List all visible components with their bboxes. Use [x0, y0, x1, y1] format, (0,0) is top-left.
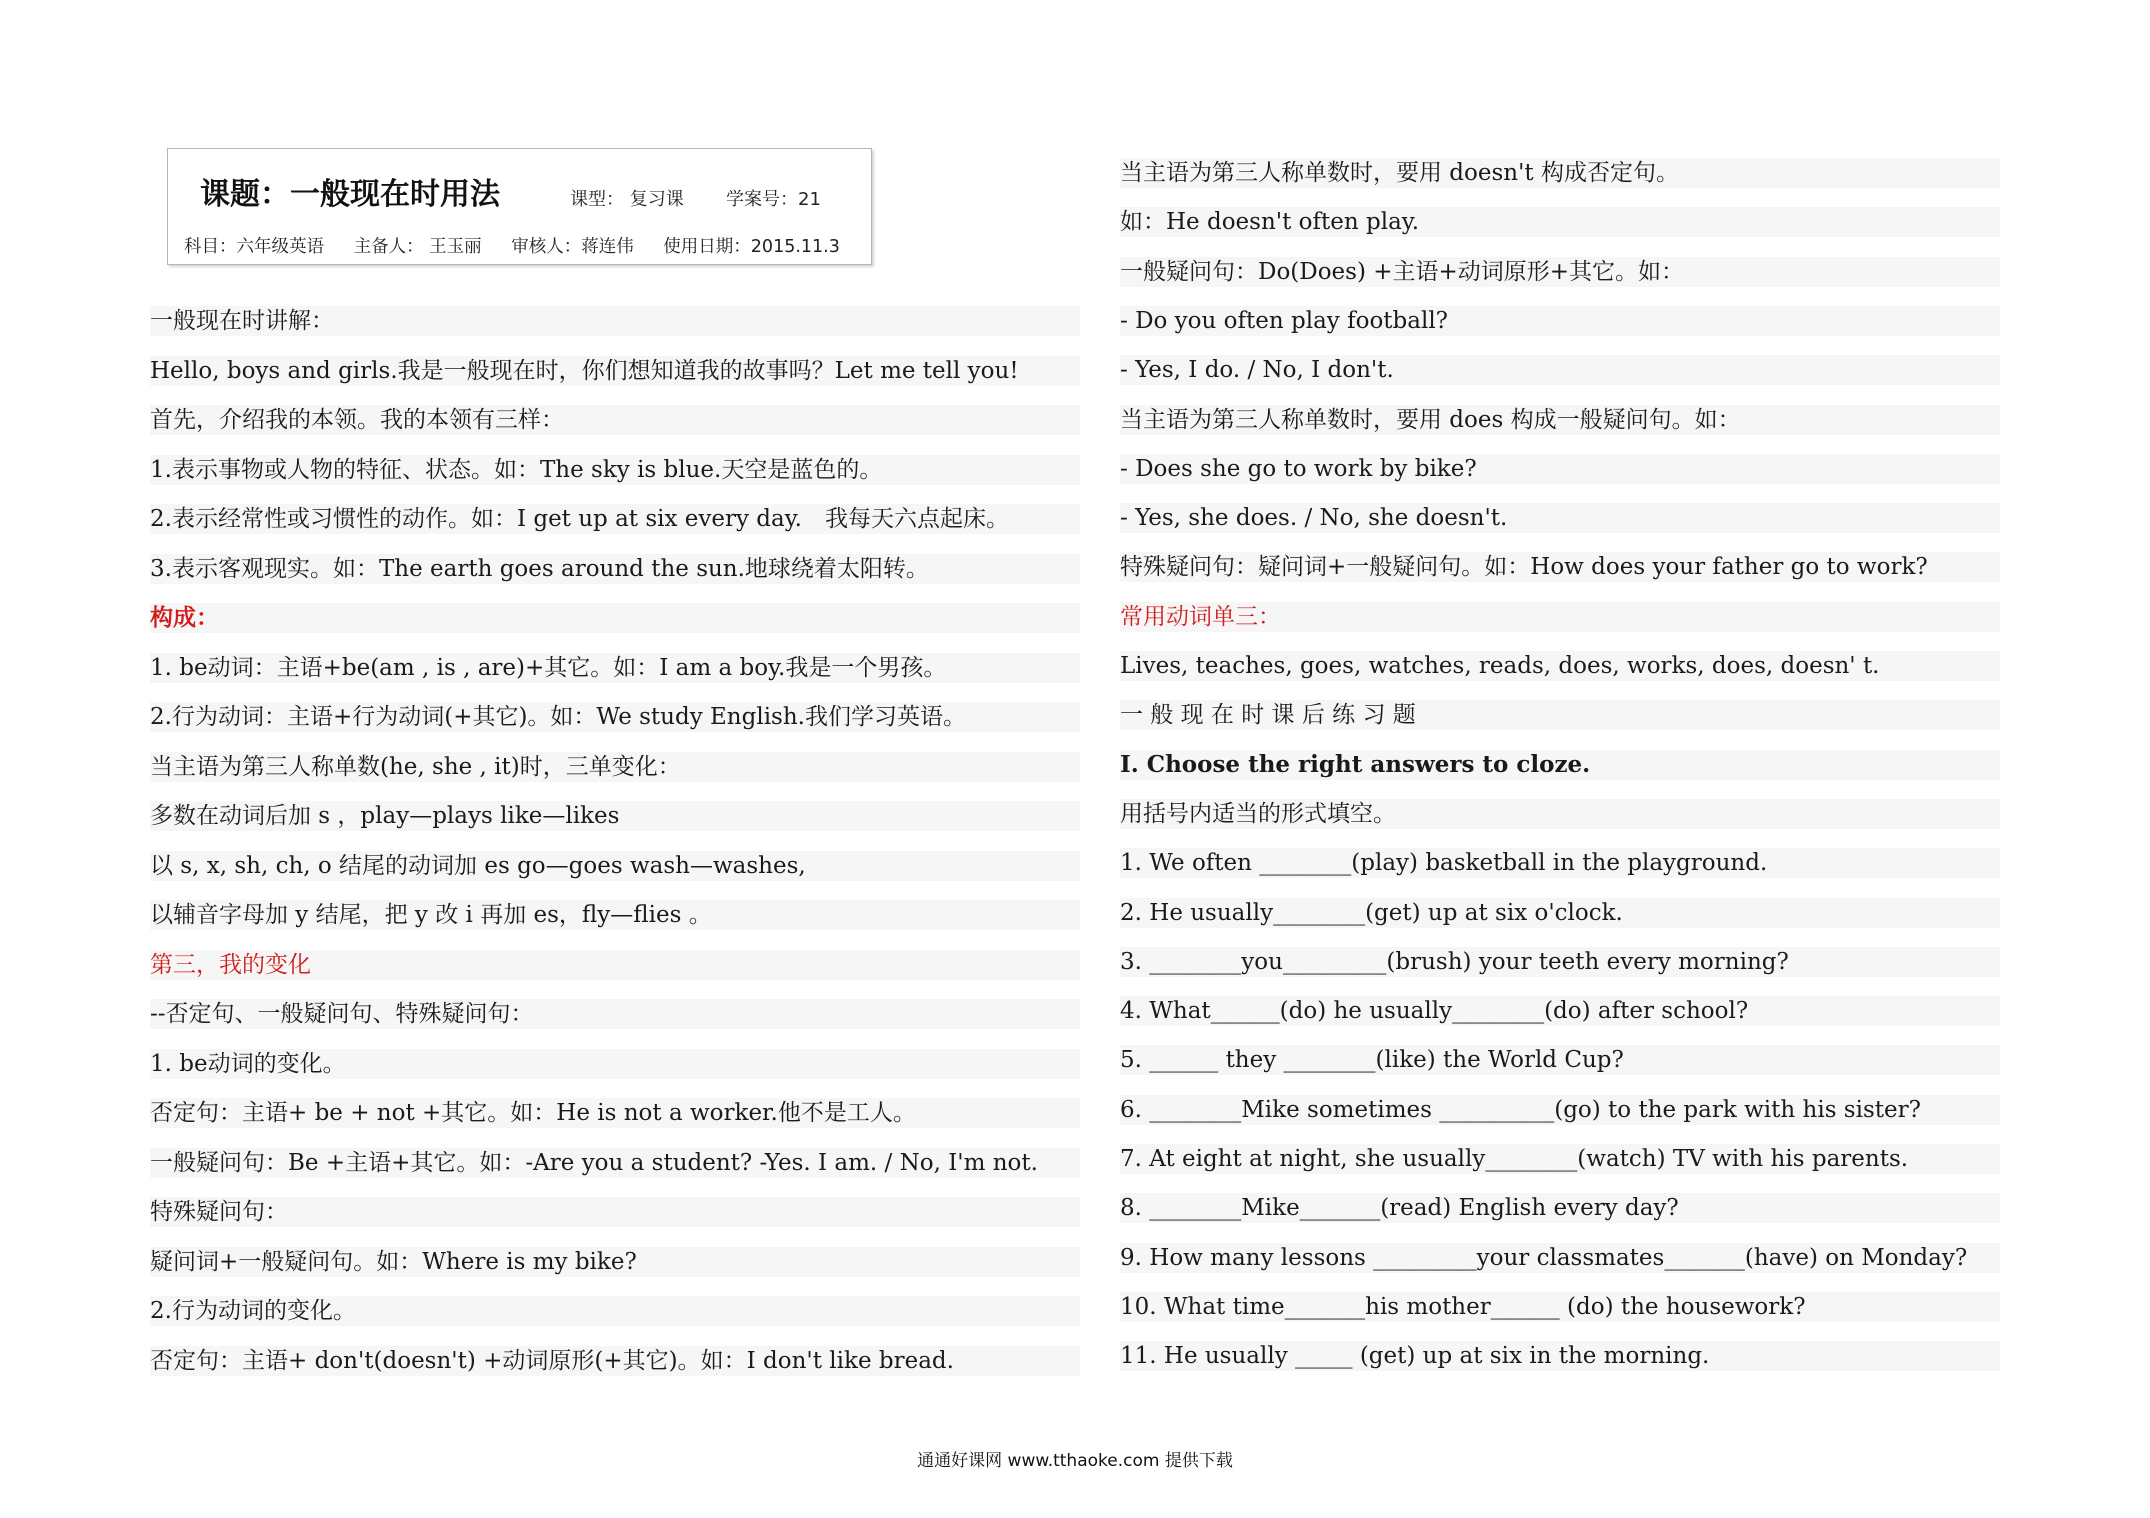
plan-number: 学案号：21 [726, 189, 821, 210]
left-text-line: Hello, boys and girls.我是一般现在时，你们想知道我的故事吗？Let me tell you! [150, 356, 1080, 386]
right-text-line: 11. He usually _____ (get) up at six in the morning. [1120, 1341, 2000, 1371]
left-text-line: --否定句、一般疑问句、特殊疑问句： [150, 999, 1080, 1029]
right-text-line: 常用动词单三： [1120, 602, 2000, 632]
reviewer: 审核人：蒋连伟 [511, 237, 634, 257]
left-text-line: 1. be动词的变化。 [150, 1049, 1080, 1079]
right-text-line: I. Choose the right answers to cloze. [1120, 750, 2000, 780]
left-text-line: 多数在动词后加 s ，play—plays like—likes [150, 801, 1080, 831]
left-text-line: 特殊疑问句： [150, 1197, 1080, 1227]
right-text-line: 5. ______ they ________(like) the World Cup? [1120, 1045, 2000, 1075]
right-text-line: 1. We often ________(play) basketball in the playground. [1120, 848, 2000, 878]
lesson-meta [184, 233, 864, 258]
preparer: 主备人： 王玉丽 [353, 237, 482, 257]
right-text-line: - Yes, I do. / No, I don't. [1120, 355, 2000, 385]
left-text-line: 3.表示客观现实。如：The earth goes around the sun.地球绕着太阳转。 [150, 554, 1080, 584]
right-text-line: 9. How many lessons _________your classmates_______(have) on Monday? [1120, 1243, 2000, 1273]
left-text-line: 疑问词+一般疑问句。如：Where is my bike? [150, 1247, 1080, 1277]
right-text-line: Lives, teaches, goes, watches, reads, does, works, does, doesn' t. [1120, 651, 2000, 681]
lesson-type: 课型： 复习课 [570, 189, 684, 210]
right-text-line: 当主语为第三人称单数时，要用 doesn't 构成否定句。 [1120, 158, 2000, 188]
left-text-line: 一般疑问句：Be +主语+其它。如：-Are you a student? -Yes. I am. / No, I'm not. [150, 1148, 1080, 1178]
right-text-line: 8. ________Mike_______(read) English every day? [1120, 1193, 2000, 1223]
left-text-line: 2.行为动词：主语+行为动词(+其它)。如：We study English.我们学习英语。 [150, 702, 1080, 732]
right-text-line: 3. ________you_________(brush) your teeth every morning? [1120, 947, 2000, 977]
footer-credit: 通通好课网 www.tthaoke.com 提供下载 [917, 1451, 1233, 1471]
left-text-line: 否定句：主语+ be + not +其它。如：He is not a worker.他不是工人。 [150, 1098, 1080, 1128]
right-text-line: - Does she go to work by bike? [1120, 454, 2000, 484]
subject: 科目：六年级英语 [184, 237, 324, 257]
right-text-line: 用括号内适当的形式填空。 [1120, 799, 2000, 829]
right-text-line: 4. What______(do) he usually________(do) after school? [1120, 996, 2000, 1026]
left-text-line: 以 s, x, sh, ch, o 结尾的动词加 es go—goes wash—washes, [150, 851, 1080, 881]
left-text-line: 构成： [150, 603, 1080, 633]
right-text-line: 特殊疑问句：疑问词+一般疑问句。如：How does your father go to work? [1120, 552, 2000, 582]
left-text-line: 一般现在时讲解： [150, 306, 1080, 336]
right-text-line: 如：He doesn't often play. [1120, 207, 2000, 237]
right-text-line: 10. What time_______his mother______ (do) the housework? [1120, 1292, 2000, 1322]
usage-date: 使用日期：2015.11.3 [663, 237, 840, 257]
left-text-line: 否定句：主语+ don't(doesn't) +动词原形(+其它)。如：I don't like bread. [150, 1346, 1080, 1376]
right-text-line: 当主语为第三人称单数时，要用 does 构成一般疑问句。如： [1120, 405, 2000, 435]
right-text-line: 一 般 现 在 时 课 后 练 习 题 [1120, 700, 2000, 730]
right-text-line: - Yes, she does. / No, she doesn't. [1120, 503, 2000, 533]
left-text-line: 以辅音字母加 y 结尾，把 y 改 i 再加 es，fly—flies 。 [150, 900, 1080, 930]
left-text-line: 首先，介绍我的本领。我的本领有三样： [150, 405, 1080, 435]
left-text-line: 当主语为第三人称单数(he, she , it)时，三单变化： [150, 752, 1080, 782]
right-text-line: - Do you often play football? [1120, 306, 2000, 336]
left-text-line: 1. be动词：主语+be(am , is , are)+其它。如：I am a boy.我是一个男孩。 [150, 653, 1080, 683]
left-text-line: 2.表示经常性或习惯性的动作。如：I get up at six every day. 我每天六点起床。 [150, 504, 1080, 534]
right-text-line: 7. At eight at night, she usually________(watch) TV with his parents. [1120, 1144, 2000, 1174]
left-text-line: 1.表示事物或人物的特征、状态。如：The sky is blue.天空是蓝色的。 [150, 455, 1080, 485]
lesson-title: 课题：一般现在时用法 [200, 177, 500, 212]
right-text-line: 6. ________Mike sometimes __________(go) to the park with his sister? [1120, 1095, 2000, 1125]
right-text-line: 2. He usually________(get) up at six o'clock. [1120, 898, 2000, 928]
lesson-header-box [167, 148, 872, 265]
right-text-line: 一般疑问句：Do(Does) +主语+动词原形+其它。如： [1120, 257, 2000, 287]
left-text-line: 2.行为动词的变化。 [150, 1296, 1080, 1326]
left-text-line: 第三，我的变化 [150, 950, 1080, 980]
